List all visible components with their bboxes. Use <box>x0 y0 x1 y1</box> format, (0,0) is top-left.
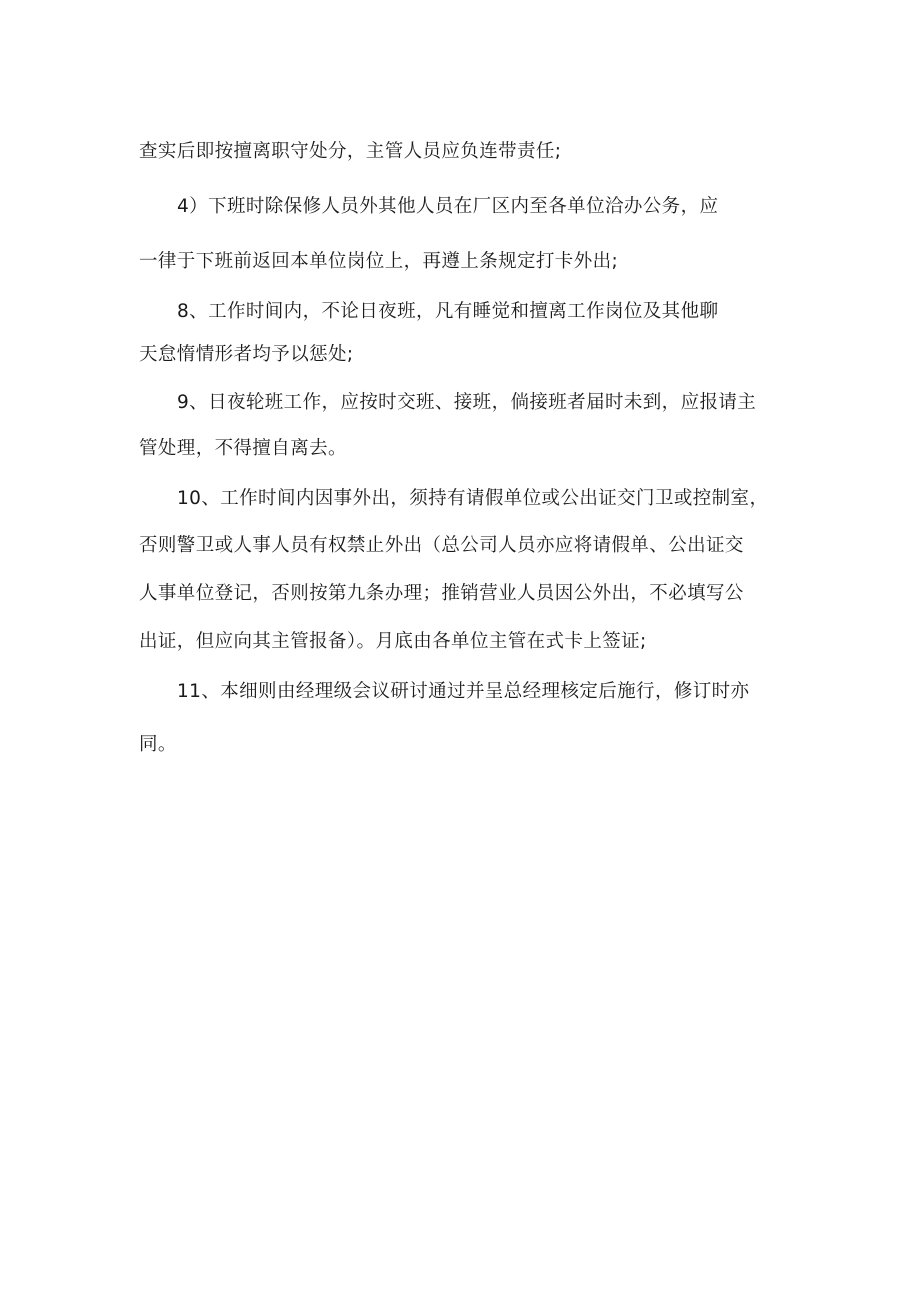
text-line-4: 8、工作时间内，不论日夜班，凡有睡觉和擅离工作岗位及其他聊 <box>177 301 719 322</box>
text-line-11: 出证，但应向其主管报备）。月底由各单位主管在式卡上签证; <box>139 631 647 652</box>
text-line-12: 11、本细则由经理级会议研讨通过并呈总经理核定后施行，修订时亦 <box>177 681 750 702</box>
text-line-9: 否则警卫或人事人员有权禁止外出（总公司人员亦应将请假单、公出证交 <box>139 535 744 556</box>
text-line-3: 一律于下班前返回本单位岗位上，再遵上条规定打卡外出; <box>139 251 619 272</box>
text-line-6: 9、日夜轮班工作，应按时交班、接班，倘接班者届时未到，应报请主 <box>177 392 757 413</box>
text-line-10: 人事单位登记，否则按第九条办理；推销营业人员因公外出，不必填写公 <box>139 583 744 604</box>
text-line-1: 查实后即按擅离职守处分，主管人员应负连带责任; <box>139 141 562 162</box>
text-line-7: 管处理，不得擅自离去。 <box>139 438 347 459</box>
text-line-2: 4）下班时除保修人员外其他人员在厂区内至各单位洽办公务，应 <box>177 196 719 217</box>
text-line-5: 天怠惰情形者均予以惩处; <box>139 344 354 365</box>
text-line-13: 同。 <box>139 734 177 755</box>
text-line-8: 10、工作时间内因事外出，须持有请假单位或公出证交门卫或控制室， <box>177 488 769 509</box>
